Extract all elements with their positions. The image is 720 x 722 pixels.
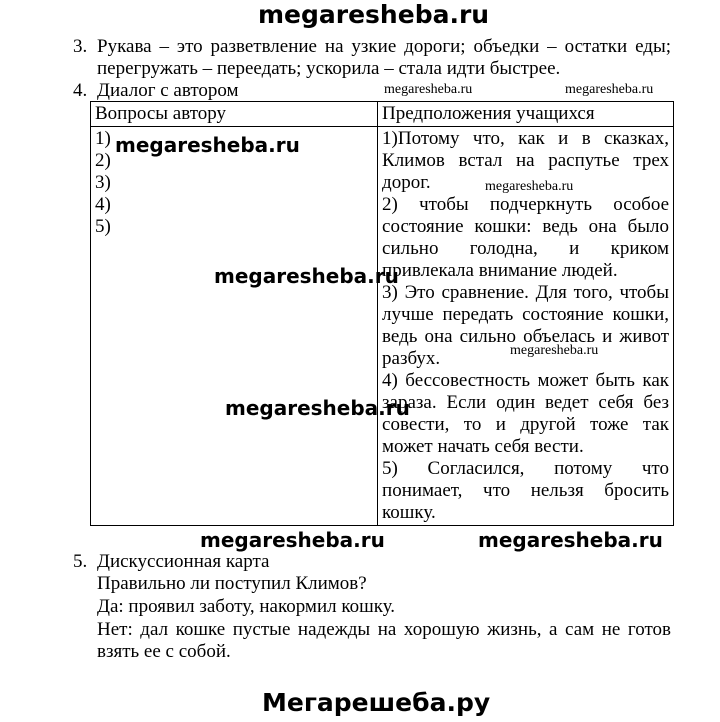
item-4-title: Диалог с автором bbox=[97, 80, 239, 101]
dialog-table-header bbox=[91, 102, 674, 127]
item-5-question: Правильно ли поступил Климов? bbox=[97, 573, 367, 594]
watermark-small: megaresheba.ru bbox=[510, 343, 599, 358]
watermark-small: megaresheba.ru bbox=[565, 82, 654, 97]
item-5-number: 5. bbox=[73, 551, 88, 572]
dialog-table-body bbox=[91, 127, 674, 526]
watermark-bold: megaresheba.ru bbox=[225, 396, 410, 420]
watermark-top: megaresheba.ru bbox=[258, 0, 490, 29]
dialog-table bbox=[90, 101, 674, 526]
answer-item: 1)Потому что, как и в сказках, Климов встал на распутье трех дорог. bbox=[382, 128, 669, 193]
item-3-line-1: Рукава – это разветвление на узкие дороги; объедки – остатки еды; bbox=[97, 36, 671, 57]
watermark-bold: megaresheba.ru bbox=[200, 528, 385, 552]
question-item: 3) bbox=[95, 172, 111, 193]
item-5-title: Дискуссионная карта bbox=[97, 551, 270, 572]
header-questions: Вопросы автору bbox=[91, 102, 378, 127]
watermark-bold: megaresheba.ru bbox=[478, 528, 663, 552]
answer-item: 4) бессовестность может быть как зараза. Если один ведет себя без совести, то и другой тоже так может начать себя вести. bbox=[382, 370, 669, 457]
question-item: 5) bbox=[95, 216, 111, 237]
question-item: 2) bbox=[95, 150, 111, 171]
answer-item: 5) Согласился, потому что понимает, что нельзя бросить кошку. bbox=[382, 458, 669, 523]
item-3-line-2: перегружать – переедать; ускорила – стала идти быстрее. bbox=[97, 58, 561, 79]
answer-item: 3) Это сравнение. Для того, чтобы лучше передать состояние кошки, ведь она сильно объелась и живот разбух. bbox=[382, 282, 669, 369]
watermark-footer: Мегарешеба.ру bbox=[262, 688, 491, 717]
question-item: 4) bbox=[95, 194, 111, 215]
item-5-no-line-2: взять ее с собой. bbox=[97, 641, 231, 662]
item-5-no-line-1: Нет: дал кошке пустые надежды на хорошую жизнь, а сам не готов bbox=[97, 619, 671, 640]
answer-item: 2) чтобы подчеркнуть особое состояние кошки: ведь она было сильно голодна, и криком привлекала внимание людей. bbox=[382, 194, 669, 281]
item-5-yes: Да: проявил заботу, накормил кошку. bbox=[97, 596, 396, 617]
watermark-bold: megaresheba.ru bbox=[115, 133, 300, 157]
questions-cell bbox=[91, 127, 378, 526]
item-3-number: 3. bbox=[73, 36, 88, 57]
item-4-number: 4. bbox=[73, 80, 88, 101]
watermark-small: megaresheba.ru bbox=[384, 82, 473, 97]
watermark-small: megaresheba.ru bbox=[485, 179, 574, 194]
watermark-bold: megaresheba.ru bbox=[214, 264, 399, 288]
question-item: 1) bbox=[95, 128, 111, 149]
header-answers: Предположения учащихся bbox=[378, 102, 674, 127]
